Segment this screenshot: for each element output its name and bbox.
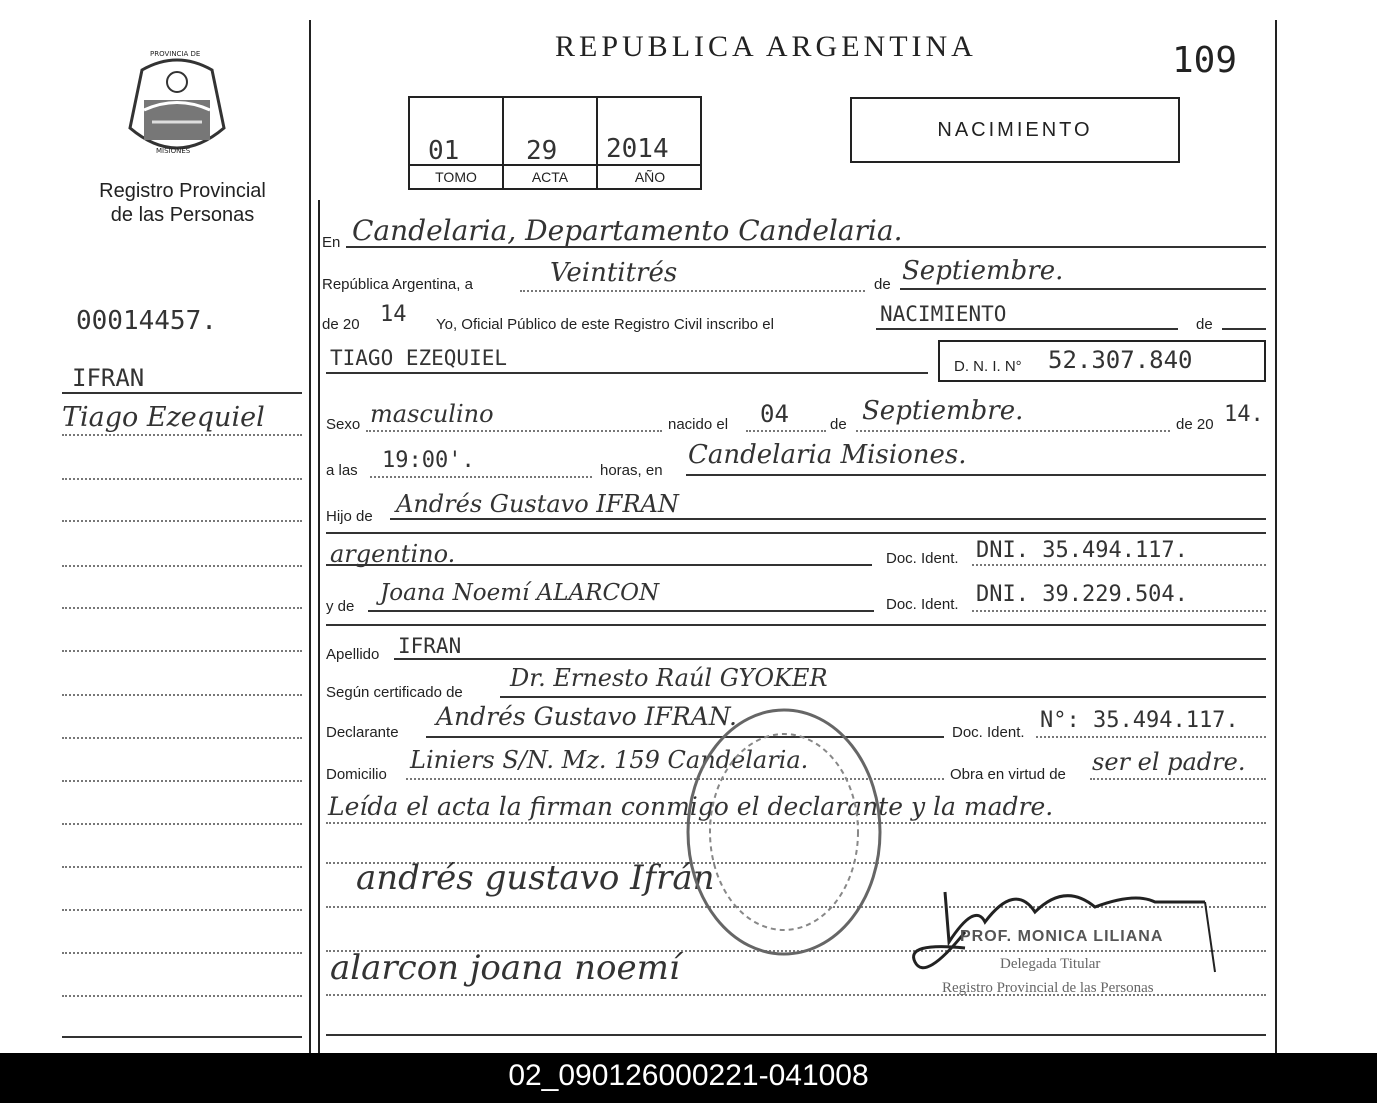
line-rule — [972, 610, 1266, 612]
anio-value: 2014 — [606, 134, 669, 164]
line-rule — [326, 532, 1266, 534]
country-title: REPUBLICA ARGENTINA — [555, 30, 977, 63]
child-sex: masculino — [370, 400, 494, 428]
act-box — [408, 96, 702, 190]
l5-sexo-label: Sexo — [326, 416, 361, 433]
l9-yde: y de — [326, 598, 355, 615]
l10-label: Apellido — [326, 646, 380, 663]
acta-label: ACTA — [531, 169, 569, 185]
l5-de20: de 20 — [1176, 416, 1214, 433]
file-id: 02_090126000221-041008 — [508, 1059, 869, 1092]
margin-line — [62, 650, 302, 652]
signature-line — [326, 1034, 1266, 1036]
birth-time: 19:00'. — [382, 448, 475, 473]
record-type: NACIMIENTO — [937, 119, 1093, 141]
registration-month: Septiembre. — [902, 256, 1064, 286]
margin-line — [62, 995, 302, 997]
child-surname: IFRAN — [398, 634, 462, 658]
line-rule — [520, 290, 865, 292]
child-dni: 52.307.840 — [1048, 346, 1193, 374]
right-border — [1275, 20, 1277, 1055]
seal-top-text: PROVINCIA DE — [150, 50, 201, 58]
margin-line — [62, 909, 302, 911]
l3-de: de — [1196, 316, 1213, 333]
margin-line — [62, 520, 302, 522]
margin-given-names: Tiago Ezequiel — [62, 402, 265, 433]
declarant-name: Andrés Gustavo IFRAN. — [436, 702, 737, 731]
line-rule — [346, 246, 1266, 248]
official-title: Delegada Titular — [1000, 956, 1101, 972]
closing-statement: Leída el acta la firman conmigo el declarante y la madre. — [328, 792, 1054, 821]
registry-name-line2: de las Personas — [110, 204, 255, 226]
line-rule — [370, 476, 592, 478]
mother-signature: alarcon joana noemí — [330, 948, 680, 988]
dni-box — [938, 340, 1266, 382]
margin-line — [62, 737, 302, 739]
l3-text: Yo, Oficial Público de este Registro Civil inscribo el — [436, 316, 774, 333]
father-name: Andrés Gustavo IFRAN — [396, 490, 679, 518]
line-rule — [366, 430, 662, 432]
father-signature: andrés gustavo Ifrán — [356, 858, 715, 898]
registry-name-line1: Registro Provincial — [99, 180, 266, 202]
mother-name: Joana Noemí ALARCON — [380, 580, 660, 606]
l1-label: En — [322, 234, 341, 251]
inner-border — [318, 200, 320, 1055]
registration-day: Veintitrés — [550, 258, 678, 288]
l5-de: de — [830, 416, 847, 433]
line-rule — [686, 474, 1266, 476]
dni-label: D. N. I. N° — [954, 358, 1022, 375]
l3-prefix: de 20 — [322, 316, 360, 333]
margin-line — [62, 866, 302, 868]
line-rule — [876, 328, 1178, 330]
mother-doc: DNI. 39.229.504. — [976, 582, 1188, 607]
l8-doc: Doc. Ident. — [886, 550, 959, 567]
declarant-address: Liniers S/N. Mz. 159 Candelaria. — [410, 746, 809, 774]
registry-seal — [122, 50, 232, 162]
line-rule — [1090, 778, 1266, 780]
birth-year: 14. — [1224, 402, 1264, 427]
line-rule — [500, 696, 1266, 698]
margin-line — [62, 952, 302, 954]
official-org: Registro Provincial de las Personas — [942, 980, 1154, 996]
tomo-value: 01 — [428, 136, 460, 166]
l5-nacido: nacido el — [668, 416, 729, 433]
margin-record-number: 00014457. — [76, 306, 217, 336]
father-doc: DNI. 35.494.117. — [976, 538, 1188, 563]
margin-line — [62, 478, 302, 480]
certifying-doctor: Dr. Ernesto Raúl GYOKER — [510, 664, 828, 692]
margin-line — [62, 694, 302, 696]
declarant-doc: N°: 35.494.117. — [1040, 708, 1239, 733]
l2-de: de — [874, 276, 891, 293]
margin-line — [62, 392, 302, 394]
declarant-reason: ser el padre. — [1092, 748, 1246, 776]
l6-alas: a las — [326, 462, 358, 479]
line-rule — [368, 610, 874, 612]
line-rule — [856, 430, 1170, 432]
margin-surname: IFRAN — [72, 364, 145, 392]
acta-value: 29 — [526, 136, 558, 166]
official-name: PROF. MONICA LILIANA — [960, 928, 1164, 945]
margin-line — [62, 607, 302, 609]
official-round-stamp — [684, 706, 884, 958]
line-rule — [972, 564, 1266, 566]
left-border — [309, 20, 311, 1055]
anio-label: AÑO — [634, 169, 666, 185]
page-number: 109 — [1172, 40, 1238, 81]
birth-city: Candelaria, Departamento Candelaria. — [352, 214, 903, 247]
l12-label: Declarante — [326, 724, 399, 741]
father-nationality: argentino. — [330, 540, 456, 568]
margin-line — [62, 1036, 302, 1038]
l9-doc: Doc. Ident. — [886, 596, 959, 613]
footer-bar — [0, 1053, 1377, 1103]
line-rule — [1222, 328, 1266, 330]
margin-line — [62, 565, 302, 567]
line-rule — [326, 624, 1266, 626]
l12-doc: Doc. Ident. — [952, 724, 1025, 741]
l7-hijo: Hijo de — [326, 508, 373, 525]
birth-place: Candelaria Misiones. — [688, 440, 967, 470]
l2-label: República Argentina, a — [322, 276, 473, 293]
l13-obra: Obra en virtud de — [950, 766, 1066, 783]
registration-year: 14 — [380, 302, 407, 327]
seal-bottom-text: MISIONES — [156, 147, 191, 155]
birth-month: Septiembre. — [862, 396, 1024, 426]
line-rule — [746, 430, 826, 432]
record-type-box — [850, 97, 1180, 163]
registered-event: NACIMIENTO — [880, 302, 1007, 326]
margin-line — [62, 780, 302, 782]
l13-label: Domicilio — [326, 766, 387, 783]
tomo-label: TOMO — [435, 169, 477, 185]
line-rule — [390, 518, 1266, 520]
child-name: TIAGO EZEQUIEL — [330, 346, 508, 370]
line-rule — [900, 288, 1266, 290]
margin-line — [62, 823, 302, 825]
l6-horas: horas, en — [600, 462, 663, 479]
line-rule — [394, 658, 1266, 660]
l11-label: Según certificado de — [326, 684, 463, 701]
line-rule — [1036, 736, 1266, 738]
birth-day: 04 — [760, 400, 789, 428]
line-rule — [326, 372, 928, 374]
line-rule — [326, 564, 872, 566]
margin-line — [62, 434, 302, 436]
